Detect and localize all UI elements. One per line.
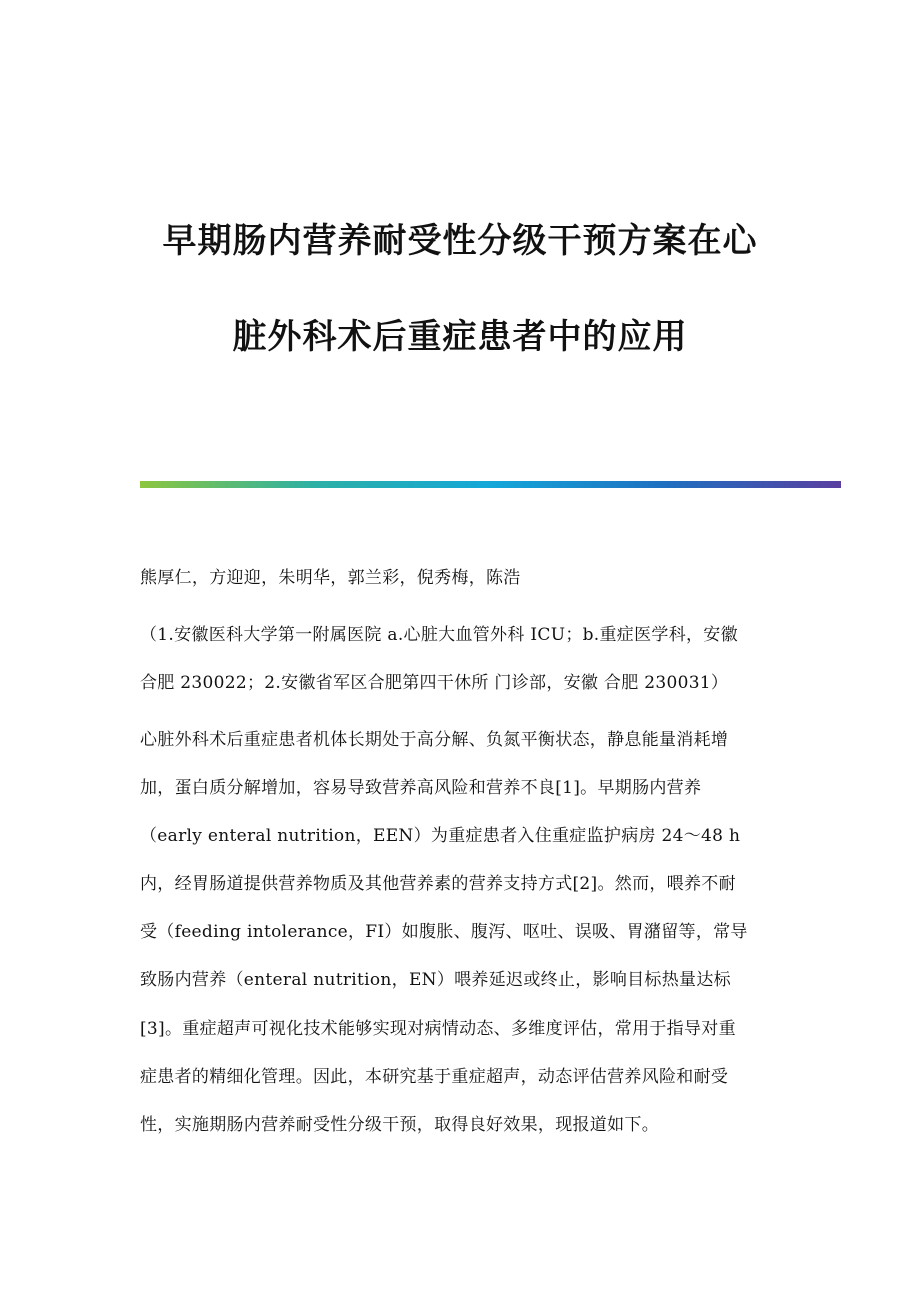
- affiliation-line: （1.安徽医科大学第一附属医院 a.心脏大血管外科 ICU；b.重症医学科，安徽: [140, 625, 738, 645]
- title-line-1: 早期肠内营养耐受性分级干预方案在心: [162, 221, 758, 261]
- affiliation-line: 合肥 230022；2.安徽省军区合肥第四干休所 门诊部，安徽 合肥 230031）: [140, 673, 729, 693]
- body-line: 性，实施期肠内营养耐受性分级干预，取得良好效果，现报道如下。: [140, 1115, 659, 1135]
- body-line: 致肠内营养（enteral nutrition，EN）喂养延迟或终止，影响目标热量达标: [140, 970, 731, 990]
- body-line: 症患者的精细化管理。因此，本研究基于重症超声，动态评估营养风险和耐受: [140, 1067, 729, 1087]
- gradient-divider: [140, 481, 841, 488]
- body-line: 加，蛋白质分解增加，容易导致营养高风险和营养不良[1]。早期肠内营养: [140, 778, 702, 798]
- body-line: 心脏外科术后重症患者机体长期处于高分解、负氮平衡状态，静息能量消耗增: [140, 730, 729, 750]
- body-line: [3]。重症超声可视化技术能够实现对病情动态、多维度评估，常用于指导对重: [140, 1019, 736, 1039]
- body-line: （early enteral nutrition，EEN）为重症患者入住重症监护病房 24～48 h: [140, 826, 741, 846]
- title-line-2: 脏外科术后重症患者中的应用: [232, 317, 688, 357]
- body-line: 内，经胃肠道提供营养物质及其他营养素的营养支持方式[2]。然而，喂养不耐: [140, 874, 736, 894]
- body-line: 受（feeding intolerance，FI）如腹胀、腹泻、呕吐、误吸、胃潴留等，常导: [140, 922, 748, 942]
- authors: 熊厚仁，方迎迎，朱明华，郭兰彩，倪秀梅，陈浩: [140, 568, 521, 588]
